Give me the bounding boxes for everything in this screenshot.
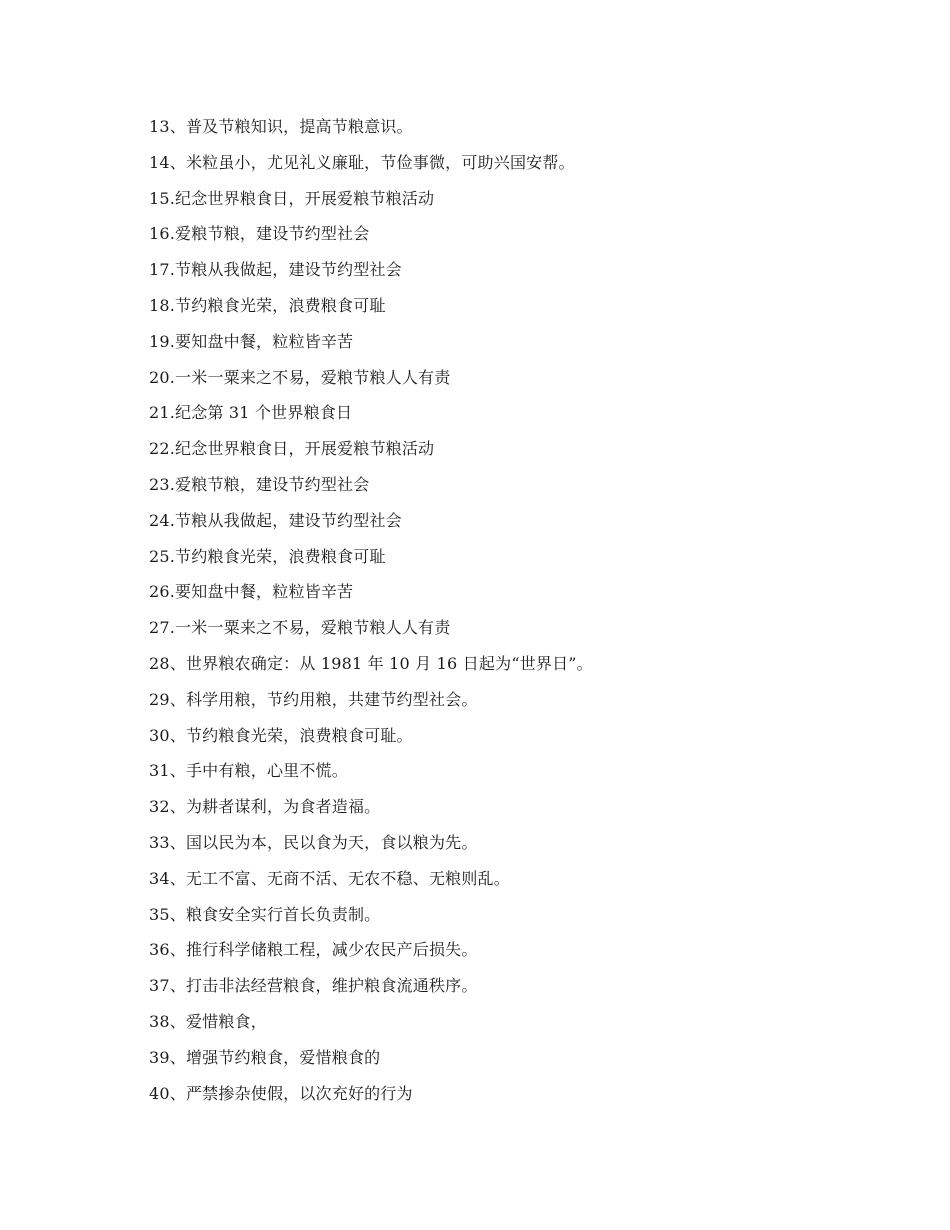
text-line: 35、粮食安全实行首长负责制。 (149, 904, 381, 924)
text-line: 29、科学用粮，节约用粮，共建节约型社会。 (149, 689, 478, 709)
text-line: 17.节粮从我做起，建设节约型社会 (149, 260, 402, 280)
text-line: 16.爱粮节粮，建设节约型社会 (149, 224, 370, 244)
text-line: 22.纪念世界粮食日，开展爱粮节粮活动 (149, 439, 435, 459)
text-line: 24.节粮从我做起，建设节约型社会 (149, 510, 402, 530)
text-line: 32、为耕者谋利，为食者造福。 (149, 797, 381, 817)
text-line: 30、节约粮食光荣，浪费粮食可耻。 (149, 725, 413, 745)
text-line: 31、手中有粮，心里不慌。 (149, 761, 348, 781)
text-line: 27.一米一粟来之不易，爱粮节粮人人有责 (149, 618, 451, 638)
text-line: 20.一米一粟来之不易，爱粮节粮人人有责 (149, 367, 451, 387)
text-line: 19.要知盘中餐，粒粒皆辛苦 (149, 331, 354, 351)
slogan-list (149, 109, 889, 1111)
text-line: 15.纪念世界粮食日，开展爱粮节粮活动 (149, 188, 435, 208)
text-line: 21.纪念第 31 个世界粮食日 (149, 403, 353, 423)
text-line: 13、普及节粮知识，提高节粮意识。 (149, 117, 413, 136)
text-line: 40、严禁掺杂使假，以次充好的行为 (149, 1083, 413, 1103)
text-line: 14、米粒虽小，尤见礼义廉耻，节俭事微，可助兴国安帮。 (149, 152, 575, 172)
text-line: 28、世界粮农确定：从 1981 年 10 月 16 日起为“世界日”。 (149, 653, 593, 673)
text-line: 18.节约粮食光荣，浪费粮食可耻 (149, 295, 386, 315)
text-line: 39、增强节约粮食，爱惜粮食的 (149, 1047, 381, 1067)
text-line: 25.节约粮食光荣，浪费粮食可耻 (149, 546, 386, 566)
text-line: 23.爱粮节粮，建设节约型社会 (149, 474, 370, 494)
text-line: 37、打击非法经营粮食，维护粮食流通秩序。 (149, 976, 478, 996)
text-line: 26.要知盘中餐，粒粒皆辛苦 (149, 582, 354, 602)
text-line: 36、推行科学储粮工程，减少农民产后损失。 (149, 940, 478, 960)
text-line: 34、无工不富、无商不活、无农不稳、无粮则乱。 (149, 868, 510, 888)
text-line: 38、爱惜粮食， (149, 1011, 267, 1031)
text-line: 33、国以民为本，民以食为天，食以粮为先。 (149, 832, 478, 852)
